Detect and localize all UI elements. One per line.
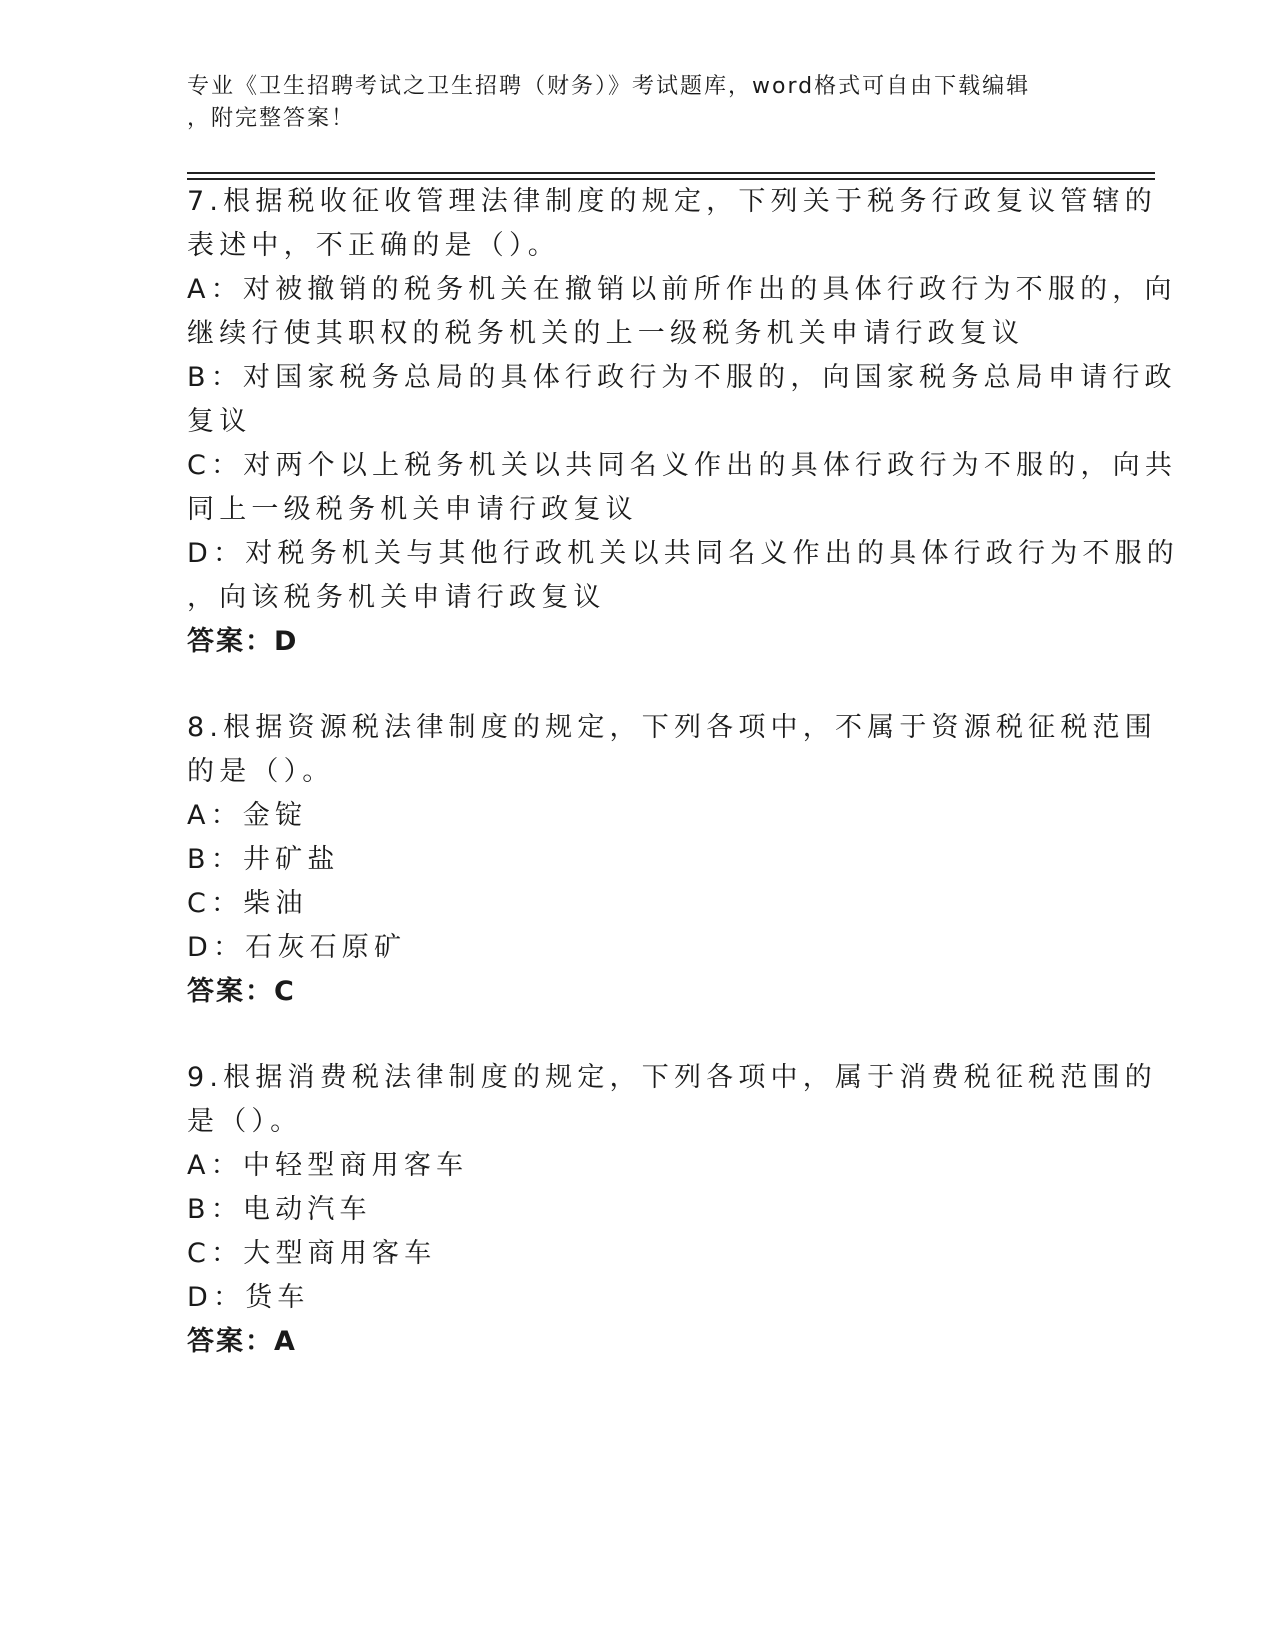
question-7-option-a-line-1: A：对被撤销的税务机关在撤销以前所作出的具体行政行为不服的，向 (187, 274, 1177, 305)
question-7-option-d-line-1: D：对税务机关与其他行政机关以共同名义作出的具体行政行为不服的 (187, 538, 1179, 569)
question-7-option-c-line-1: C：对两个以上税务机关以共同名义作出的具体行政行为不服的，向共 (187, 450, 1178, 481)
question-7-stem-line-2: 表述中，不正确的是（）。 (187, 230, 560, 261)
header-line-1: 专业《卫生招聘考试之卫生招聘（财务）》考试题库，word格式可自由下载编辑 (187, 74, 1031, 99)
question-7-option-c-line-2: 同上一级税务机关申请行政复议 (187, 494, 638, 525)
question-9-option-d: D：货车 (187, 1282, 310, 1313)
question-9-option-a: A：中轻型商用客车 (187, 1150, 469, 1181)
question-9-option-c: C：大型商用客车 (187, 1238, 437, 1269)
header-rule-bottom (187, 178, 1155, 180)
question-9-answer: 答案：A (187, 1326, 297, 1357)
question-9-stem-line-2: 是（）。 (187, 1106, 303, 1137)
question-8-stem-line-1: 8.根据资源税法律制度的规定，下列各项中，不属于资源税征税范围 (187, 712, 1157, 743)
header-rule-top (187, 172, 1155, 174)
question-8-option-d: D：石灰石原矿 (187, 932, 407, 963)
question-8-option-b: B：井矿盐 (187, 844, 340, 875)
question-8-stem-line-2: 的是（）。 (187, 756, 335, 787)
question-8-option-c: C：柴油 (187, 888, 308, 919)
question-7-stem-line-1: 7.根据税收征收管理法律制度的规定，下列关于税务行政复议管辖的 (187, 186, 1157, 217)
question-7-option-b-line-2: 复议 (187, 406, 252, 437)
header-line-2: ，附完整答案！ (187, 106, 356, 131)
question-7-option-d-line-2: ，向该税务机关申请行政复议 (187, 582, 606, 613)
question-7-answer: 答案：D (187, 626, 299, 657)
question-9-option-b: B：电动汽车 (187, 1194, 372, 1225)
question-7-option-b-line-1: B：对国家税务总局的具体行政行为不服的，向国家税务总局申请行政 (187, 362, 1177, 393)
question-8-answer: 答案：C (187, 976, 296, 1007)
question-8-option-a: A：金锭 (187, 800, 308, 831)
question-9-stem-line-1: 9.根据消费税法律制度的规定，下列各项中，属于消费税征税范围的 (187, 1062, 1157, 1093)
question-7-option-a-line-2: 继续行使其职权的税务机关的上一级税务机关申请行政复议 (187, 318, 1025, 349)
